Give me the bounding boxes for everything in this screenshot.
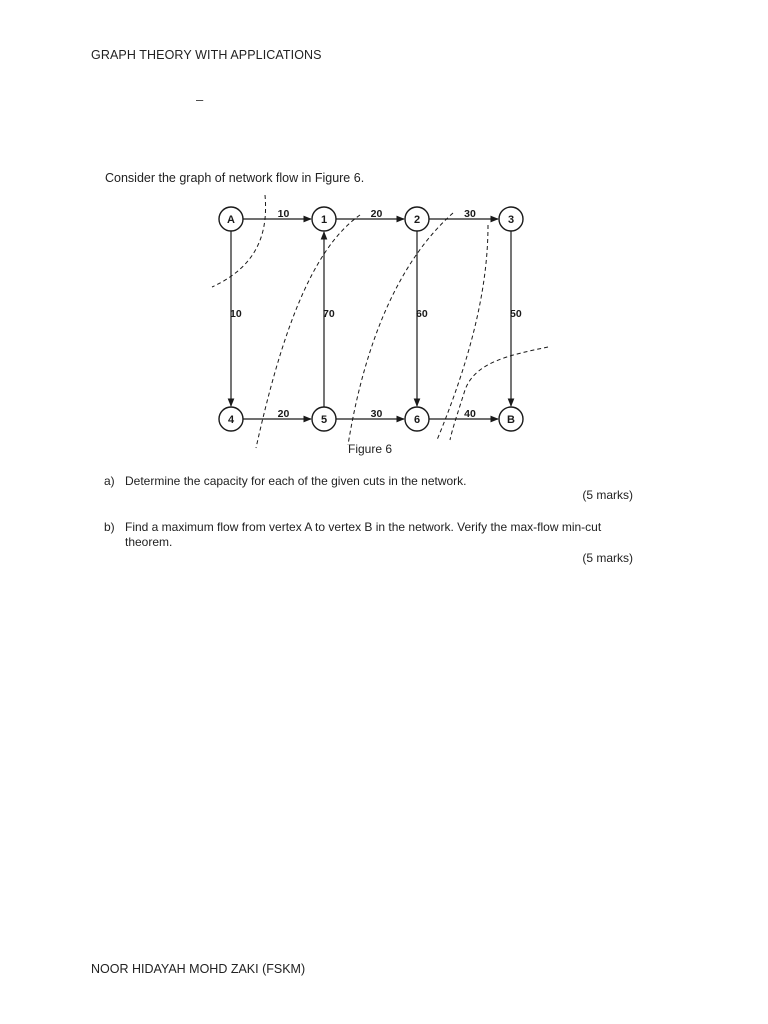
edge-capacity-label: 10	[277, 208, 290, 220]
edge-capacity-label: 40	[464, 408, 476, 420]
cut-line	[450, 347, 548, 440]
node-label: 5	[320, 414, 328, 426]
question-b-text: Find a maximum flow from vertex A to vertex B in the network. Verify the max-flow min-cut theorem.	[125, 520, 602, 549]
cut-line	[437, 225, 488, 440]
edge-capacity-label: 30	[370, 408, 383, 420]
edge-capacity-label: 60	[416, 308, 428, 320]
node-label: B	[507, 414, 515, 426]
intro-text: Consider the graph of network flow in Figure 6.	[105, 171, 365, 185]
dash-mark: –	[196, 92, 204, 107]
edge-capacity-label: 10	[230, 308, 242, 320]
question-b-label: b)	[104, 520, 115, 534]
edge-capacity-label: 70	[323, 308, 335, 320]
edge-capacity-label: 20	[370, 208, 383, 220]
node-label: 1	[320, 214, 328, 226]
question-a-text: Determine the capacity for each of the given cuts in the network.	[125, 474, 467, 488]
cut-line	[212, 195, 266, 287]
node-label: 6	[413, 414, 421, 426]
node-label: 4	[227, 414, 235, 426]
cut-line	[256, 215, 360, 448]
question-b-marks: (5 marks)	[582, 551, 633, 565]
node-label: 2	[413, 214, 421, 226]
cut-line	[348, 213, 453, 445]
node-label: 3	[507, 214, 515, 226]
question-a-label: a)	[104, 474, 115, 488]
figure-caption: Figure 6	[347, 442, 393, 456]
network-flow-figure	[190, 190, 570, 460]
edge-capacity-label: 50	[510, 308, 522, 320]
edge-capacity-label: 20	[277, 408, 290, 420]
node-label: A	[227, 214, 235, 226]
page-header-title: GRAPH THEORY WITH APPLICATIONS	[91, 48, 322, 62]
question-a-marks: (5 marks)	[582, 488, 633, 502]
edge-capacity-label: 30	[464, 208, 476, 220]
footer-author: NOOR HIDAYAH MOHD ZAKI (FSKM)	[91, 962, 306, 976]
